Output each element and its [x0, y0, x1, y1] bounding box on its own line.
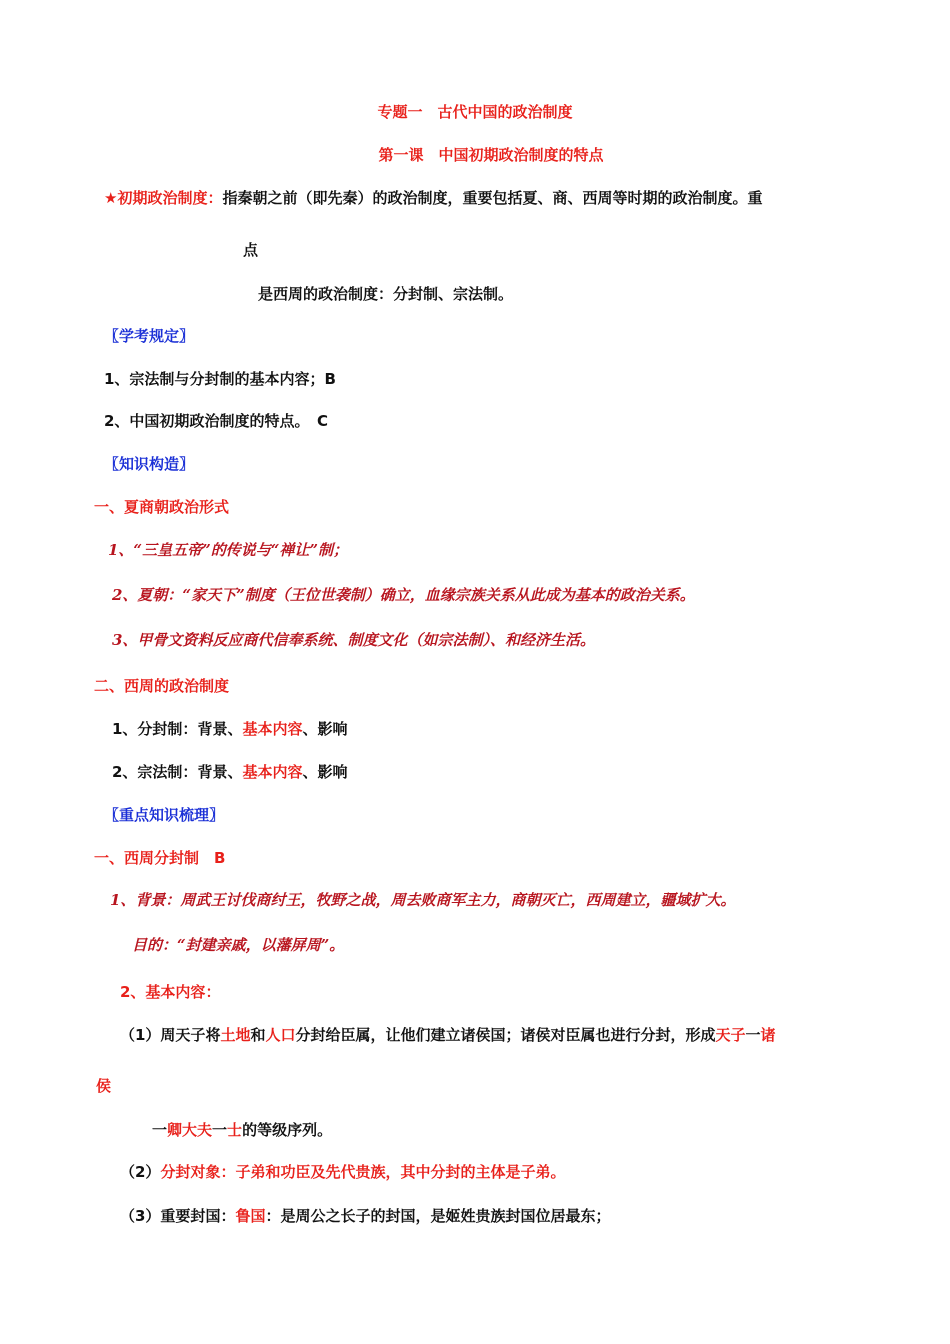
c3-a: （3）重要封国：: [120, 1207, 236, 1225]
c1-n: 的等级序列。: [242, 1121, 333, 1139]
part2-item-1-pre: 1、分封制：背景、: [112, 720, 243, 738]
part1-item-3: 3、甲骨文资料反应商代信奉系统、制度文化（如宗法制）、和经济生活。: [112, 631, 595, 649]
c2-a: （2）: [120, 1163, 161, 1181]
section1-content-title: 2、基本内容：: [120, 983, 221, 1001]
zhishi-heading: 〖知识构造〗: [104, 455, 195, 473]
c1-land: 土地: [220, 1026, 251, 1044]
c1-dash-1: 一: [745, 1026, 761, 1044]
content-1-line-1: [120, 1025, 776, 1045]
intro-label: ★初期政治制度：: [104, 189, 223, 207]
content-1-line-3: [152, 1120, 332, 1140]
c1-shi: 士: [227, 1121, 243, 1139]
part1-title: 一、夏商朝政治形式: [94, 498, 230, 516]
c1-qingdafu: 卿大夫: [167, 1121, 213, 1139]
content-1-line-2: 侯: [96, 1077, 112, 1095]
content-3: [120, 1206, 610, 1226]
intro-line-3: 是西周的政治制度：分封制、宗法制。: [258, 285, 514, 303]
part2-item-1-highlight: 基本内容: [242, 720, 303, 738]
c1-a: （1）周天子将: [120, 1026, 221, 1044]
part1-item-1: 1、“三皇五帝”的传说与“禅让”制；: [108, 541, 348, 559]
c1-population: 人口: [265, 1026, 296, 1044]
part2-item-2-highlight: 基本内容: [242, 763, 303, 781]
c1-dash-3: 一: [212, 1121, 228, 1139]
c1-tianzi: 天子: [715, 1026, 746, 1044]
c3-luguo: 鲁国: [235, 1207, 266, 1225]
part2-item-1-post: 、影响: [302, 720, 348, 738]
c1-e: 分封给臣属，让他们建立诸侯国；诸侯对臣属也进行分封，形成: [295, 1026, 716, 1044]
part2-title: 二、西周的政治制度: [94, 677, 230, 695]
section1-background: 1、背景：周武王讨伐商纣王，牧野之战，周去败商军主力，商朝灭亡，西周建立，疆域扩大。: [110, 891, 736, 909]
lesson-title: 第一课 中国初期政治制度的特点: [378, 146, 604, 164]
part1-item-2: 2、夏朝：“家天下”制度（王位世袭制）确立，血缘宗族关系从此成为基本的政治关系。: [112, 586, 695, 604]
part2-item-1: [112, 719, 347, 739]
zhongdian-heading: 〖重点知识梳理〗: [104, 806, 225, 824]
intro-line-1: [104, 188, 762, 208]
c2-b: 分封对象：子弟和功臣及先代贵族，其中分封的主体是子弟。: [160, 1163, 566, 1181]
xuekao-item-1: 1、宗法制与分封制的基本内容；B: [104, 370, 336, 388]
section1-title: 一、西周分封制 B: [94, 849, 226, 867]
xuekao-item-2: 2、中国初期政治制度的特点。 C: [104, 412, 328, 430]
c1-dash-2: 一: [152, 1121, 168, 1139]
intro-text: 指秦朝之前（即先秦）的政治制度，重要包括夏、商、西周等时期的政治制度。重: [222, 189, 763, 207]
xuekao-heading: 〖学考规定〗: [104, 327, 195, 345]
content-2: [120, 1162, 565, 1182]
part2-item-2-pre: 2、宗法制：背景、: [112, 763, 243, 781]
part2-item-2-post: 、影响: [302, 763, 348, 781]
section1-purpose: 目的：“封建亲戚，以藩屏周”。: [132, 936, 345, 954]
part2-item-2: [112, 762, 347, 782]
intro-line-2: 点: [243, 241, 259, 259]
topic-title: 专题一 古代中国的政治制度: [377, 103, 573, 121]
c1-and: 和: [250, 1026, 266, 1044]
c3-c: ：是周公之长子的封国，是姬姓贵族封国位居最东；: [265, 1207, 611, 1225]
c1-zhu: 诸: [760, 1026, 776, 1044]
